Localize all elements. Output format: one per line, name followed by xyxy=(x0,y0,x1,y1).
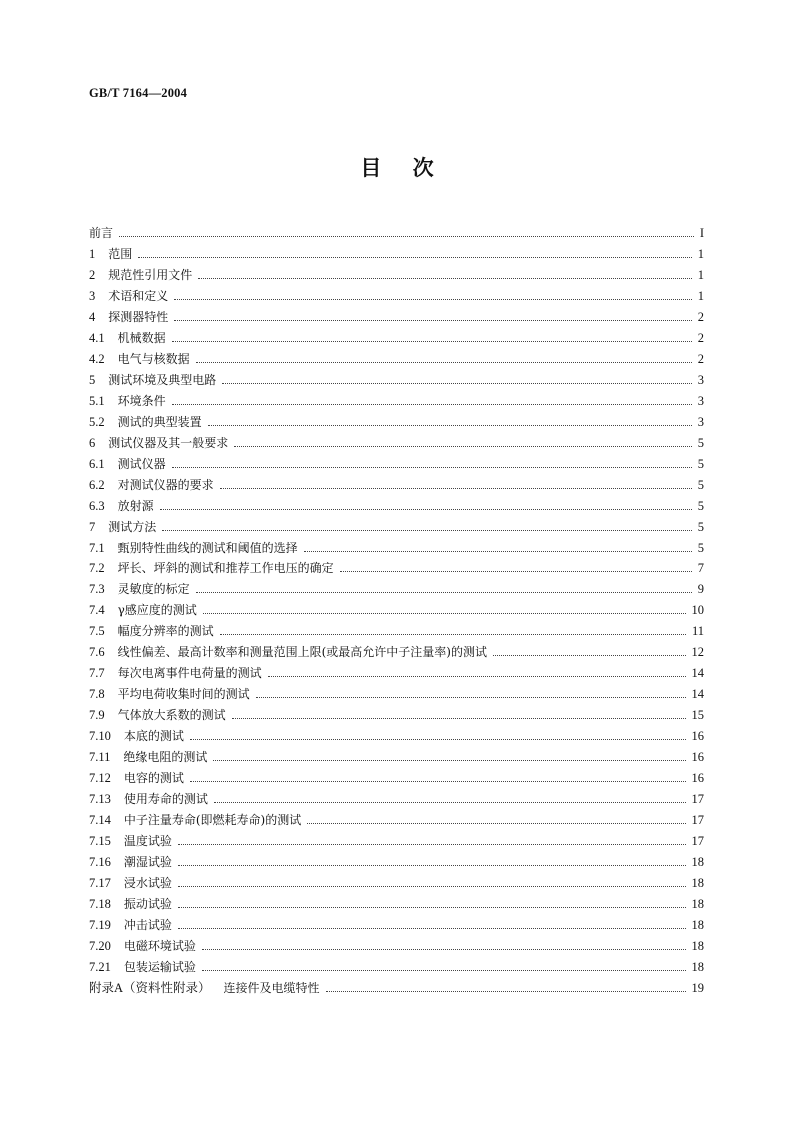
toc-entry-number: 7.16 xyxy=(89,855,111,870)
dot-leader xyxy=(208,425,692,426)
toc-entry[interactable] xyxy=(89,471,704,492)
toc-entry-number: 4 xyxy=(89,309,96,324)
toc-entry-title: 气体放大系数的测试 xyxy=(117,708,226,723)
toc-entry-title: 使用寿命的测试 xyxy=(123,792,208,807)
toc-entry-page: 10 xyxy=(691,603,704,618)
toc-entry-page: 5 xyxy=(697,519,704,534)
toc-entry-page: 18 xyxy=(691,917,704,932)
toc-entry-page: 17 xyxy=(691,792,704,807)
toc-entry[interactable] xyxy=(89,324,704,345)
dot-leader xyxy=(160,509,692,510)
standard-number: GB/T 7164—2004 xyxy=(89,86,188,100)
toc-entry-number: 6.1 xyxy=(89,456,105,471)
toc-entry[interactable] xyxy=(89,848,704,869)
dot-leader xyxy=(196,362,692,363)
toc-entry-page: 18 xyxy=(691,855,704,870)
toc-entry-page: 5 xyxy=(697,540,704,555)
dot-leader xyxy=(174,320,691,321)
dot-leader xyxy=(304,551,692,552)
toc-entry-title: γ感应度的测试 xyxy=(117,603,197,618)
dot-leader xyxy=(222,383,691,384)
toc-entry-page: 16 xyxy=(691,750,704,765)
toc-entry-number: 7.15 xyxy=(89,834,111,849)
toc-entry-page: 1 xyxy=(697,246,704,261)
toc-entry[interactable] xyxy=(89,722,704,743)
toc-entry-title: 浸水试验 xyxy=(123,876,172,890)
toc-entry-number: 7.2 xyxy=(89,561,105,576)
dot-leader xyxy=(178,907,686,908)
dot-leader xyxy=(202,949,686,950)
table-of-contents xyxy=(89,219,704,995)
toc-entry-number: 7.11 xyxy=(89,750,111,765)
dot-leader xyxy=(190,739,686,740)
toc-entry-title: 温度试验 xyxy=(123,834,172,849)
toc-entry-number: 7.19 xyxy=(89,917,111,932)
toc-entry[interactable] xyxy=(89,806,704,827)
dot-leader xyxy=(178,844,686,845)
toc-entry-page: 18 xyxy=(691,938,704,953)
toc-entry[interactable] xyxy=(89,429,704,450)
toc-entry-number: 7.3 xyxy=(89,582,105,597)
toc-entry-number: 7.5 xyxy=(89,624,105,639)
dot-leader xyxy=(203,613,686,614)
toc-entry[interactable] xyxy=(89,282,704,303)
toc-entry-title: 测试仪器 xyxy=(117,456,166,471)
toc-entry[interactable] xyxy=(89,785,704,806)
toc-entry-page: 3 xyxy=(697,414,704,429)
toc-entry-page: 16 xyxy=(691,729,704,744)
toc-entry-title: 规范性引用文件 xyxy=(108,267,193,282)
toc-entry[interactable] xyxy=(89,869,704,890)
toc-entry-number: 7.17 xyxy=(89,876,111,890)
dot-leader xyxy=(174,299,691,300)
toc-entry[interactable] xyxy=(89,764,704,785)
toc-entry-number: 7 xyxy=(89,519,96,534)
toc-entry-title: 冲击试验 xyxy=(123,917,172,932)
toc-entry-number: 附录A（资料性附录） xyxy=(89,980,211,995)
toc-entry[interactable] xyxy=(89,911,704,932)
toc-entry-title: 测试的典型装置 xyxy=(117,414,202,429)
toc-entry-page: 2 xyxy=(697,330,704,345)
dot-leader xyxy=(232,718,686,719)
toc-entry[interactable] xyxy=(89,701,704,722)
toc-entry[interactable] xyxy=(89,261,704,282)
toc-entry-page: I xyxy=(699,225,704,240)
toc-entry-number: 2 xyxy=(89,267,96,282)
toc-entry-number: 7.4 xyxy=(89,603,105,618)
toc-entry-number: 3 xyxy=(89,288,96,303)
toc-entry-title: 甄别特性曲线的测试和阈值的选择 xyxy=(117,540,298,555)
dot-leader xyxy=(119,236,694,237)
toc-entry-page: 1 xyxy=(697,288,704,303)
toc-entry[interactable] xyxy=(89,680,704,701)
toc-entry-page: 18 xyxy=(691,959,704,974)
toc-entry[interactable] xyxy=(89,638,704,659)
dot-leader xyxy=(138,257,691,258)
toc-entry[interactable] xyxy=(89,534,704,555)
dot-leader xyxy=(214,802,686,803)
toc-entry-page: 2 xyxy=(697,351,704,366)
toc-entry[interactable] xyxy=(89,219,704,240)
toc-entry[interactable] xyxy=(89,617,704,638)
toc-entry-title: 每次电离事件电荷量的测试 xyxy=(117,666,262,681)
toc-entry[interactable] xyxy=(89,659,704,680)
toc-entry-title: 绝缘电阻的测试 xyxy=(123,750,208,765)
toc-entry-title: 电磁环境试验 xyxy=(123,938,196,953)
dot-leader xyxy=(162,530,691,531)
toc-entry-number: 7.8 xyxy=(89,687,105,702)
dot-leader xyxy=(190,781,686,782)
toc-entry-title: 本底的测试 xyxy=(123,729,184,744)
toc-entry-page: 2 xyxy=(697,309,704,324)
toc-entry[interactable] xyxy=(89,890,704,911)
toc-entry[interactable] xyxy=(89,303,704,324)
toc-entry-number: 7.21 xyxy=(89,959,111,974)
toc-entry-number: 5 xyxy=(89,372,96,387)
toc-entry-number: 7.12 xyxy=(89,771,111,786)
toc-entry-page: 18 xyxy=(691,876,704,890)
toc-entry-number: 5.1 xyxy=(89,393,105,408)
toc-entry-number: 7.7 xyxy=(89,666,105,681)
dot-leader xyxy=(340,571,692,572)
toc-entry[interactable] xyxy=(89,827,704,848)
toc-entry-number: 7.6 xyxy=(89,645,105,660)
dot-leader xyxy=(234,446,691,447)
toc-entry[interactable] xyxy=(89,387,704,408)
dot-leader xyxy=(307,823,685,824)
toc-entry[interactable] xyxy=(89,366,704,387)
toc-entry-title: 测试方法 xyxy=(108,519,157,534)
toc-entry-title: 平均电荷收集时间的测试 xyxy=(117,687,250,702)
toc-entry-title: 探测器特性 xyxy=(108,309,169,324)
toc-entry-number: 6.3 xyxy=(89,498,105,513)
toc-entry-number: 1 xyxy=(89,246,96,261)
toc-entry-title: 前言 xyxy=(89,225,114,240)
toc-entry-title: 连接件及电缆特性 xyxy=(223,980,320,995)
toc-entry-number: 4.2 xyxy=(89,351,105,366)
toc-entry-page: 11 xyxy=(691,624,704,639)
toc-entry[interactable] xyxy=(89,575,704,596)
toc-entry[interactable] xyxy=(89,596,704,617)
toc-entry-number: 7.1 xyxy=(89,540,105,555)
dot-leader xyxy=(256,697,686,698)
toc-entry-title: 放射源 xyxy=(117,498,154,513)
toc-entry-page: 9 xyxy=(697,582,704,597)
toc-entry-page: 18 xyxy=(691,896,704,911)
toc-entry-title: 术语和定义 xyxy=(108,288,169,303)
toc-entry-number: 6 xyxy=(89,435,96,450)
toc-entry[interactable] xyxy=(89,240,704,261)
page-title xyxy=(0,152,794,182)
toc-entry-page: 7 xyxy=(697,561,704,576)
toc-entry-number: 7.20 xyxy=(89,938,111,953)
dot-leader xyxy=(268,676,686,677)
toc-entry-number: 7.18 xyxy=(89,896,111,911)
toc-entry-title: 中子注量寿命(即燃耗寿命)的测试 xyxy=(123,813,302,828)
toc-entry-title: 测试仪器及其一般要求 xyxy=(108,435,229,450)
dot-leader xyxy=(220,634,686,635)
dot-leader xyxy=(202,970,686,971)
title-char: 次 xyxy=(412,156,434,180)
toc-entry-page: 17 xyxy=(691,813,704,828)
toc-entry[interactable] xyxy=(89,555,704,576)
toc-entry[interactable] xyxy=(89,345,704,366)
dot-leader xyxy=(172,404,692,405)
toc-entry[interactable] xyxy=(89,513,704,534)
toc-entry-number: 7.14 xyxy=(89,813,111,828)
dot-leader xyxy=(196,592,692,593)
toc-entry-page: 5 xyxy=(697,498,704,513)
toc-entry[interactable] xyxy=(89,932,704,953)
toc-entry-number: 7.10 xyxy=(89,729,111,744)
toc-entry-title: 包装运输试验 xyxy=(123,959,196,974)
dot-leader xyxy=(326,991,686,992)
dot-leader xyxy=(220,488,692,489)
toc-entry-title: 振动试验 xyxy=(123,896,172,911)
toc-entry[interactable] xyxy=(89,743,704,764)
dot-leader xyxy=(493,655,686,656)
toc-entry-page: 15 xyxy=(691,708,704,723)
toc-entry-page: 3 xyxy=(697,372,704,387)
dot-leader xyxy=(178,928,686,929)
toc-entry[interactable] xyxy=(89,953,704,974)
toc-entry-title: 环境条件 xyxy=(117,393,166,408)
toc-entry-page: 14 xyxy=(691,666,704,681)
title-char: 目 xyxy=(360,156,382,180)
toc-entry-page: 19 xyxy=(691,980,704,995)
toc-entry-number: 6.2 xyxy=(89,477,105,492)
dot-leader xyxy=(178,865,686,866)
toc-entry-page: 3 xyxy=(697,393,704,408)
dot-leader xyxy=(172,467,692,468)
toc-entry-number: 7.13 xyxy=(89,792,111,807)
toc-entry-title: 坪长、坪斜的测试和推荐工作电压的确定 xyxy=(117,561,334,576)
toc-entry-title: 对测试仪器的要求 xyxy=(117,477,214,492)
toc-entry-page: 17 xyxy=(691,834,704,849)
toc-entry-title: 灵敏度的标定 xyxy=(117,582,190,597)
toc-entry[interactable] xyxy=(89,408,704,429)
toc-entry-title: 电容的测试 xyxy=(123,771,184,786)
toc-entry-page: 5 xyxy=(697,456,704,471)
toc-entry-title: 潮湿试验 xyxy=(123,855,172,870)
toc-entry-page: 12 xyxy=(691,645,704,660)
toc-entry[interactable] xyxy=(89,492,704,513)
toc-entry-number: 7.9 xyxy=(89,708,105,723)
toc-entry[interactable] xyxy=(89,450,704,471)
dot-leader xyxy=(213,760,685,761)
toc-entry-page: 5 xyxy=(697,477,704,492)
toc-entry-page: 14 xyxy=(691,687,704,702)
dot-leader xyxy=(178,886,686,887)
toc-entry-title: 线性偏差、最高计数率和测量范围上限(或最高允许中子注量率)的测试 xyxy=(117,645,487,660)
toc-entry-title: 测试环境及典型电路 xyxy=(108,372,217,387)
toc-entry-title: 范围 xyxy=(108,246,133,261)
dot-leader xyxy=(198,278,691,279)
dot-leader xyxy=(172,341,692,342)
toc-entry-page: 16 xyxy=(691,771,704,786)
toc-entry-number: 5.2 xyxy=(89,414,105,429)
toc-entry-title: 机械数据 xyxy=(117,330,166,345)
toc-entry[interactable] xyxy=(89,974,704,995)
toc-entry-title: 电气与核数据 xyxy=(117,351,190,366)
toc-entry-page: 1 xyxy=(697,267,704,282)
toc-entry-page: 5 xyxy=(697,435,704,450)
toc-entry-title: 幅度分辨率的测试 xyxy=(117,624,214,639)
toc-entry-number: 4.1 xyxy=(89,330,105,345)
